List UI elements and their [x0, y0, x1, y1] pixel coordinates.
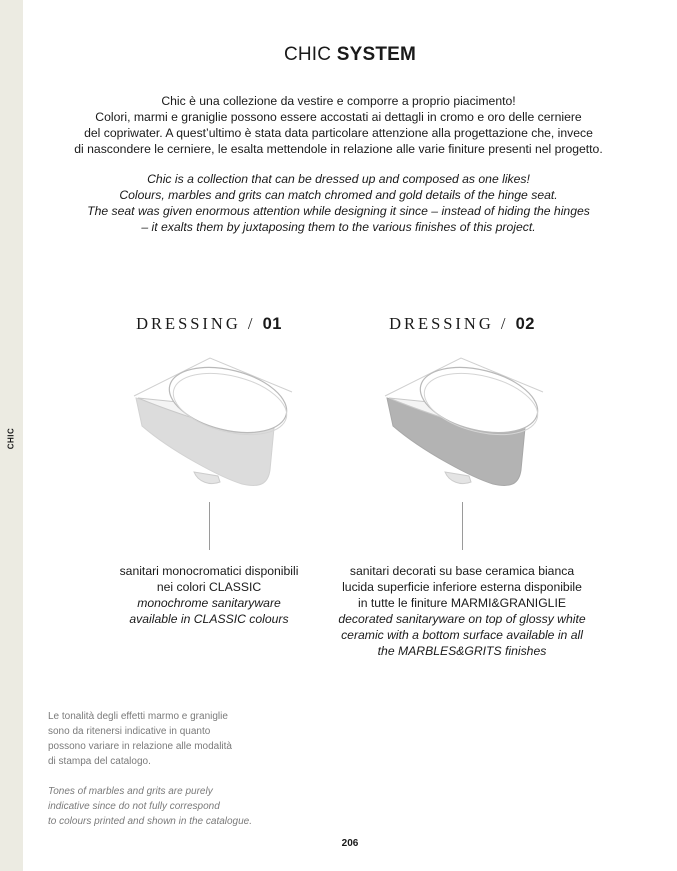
- dressing-01-number: 01: [262, 315, 282, 333]
- page-number: 206: [341, 838, 359, 849]
- intro-italian-line: Colori, marmi e graniglie possono essere accostati ai dettagli in cromo e oro delle cerniere: [95, 110, 582, 124]
- intro-italian-line: del copriwater. A quest’ultimo è stata data particolare attenzione alla progettazione che, invece: [84, 126, 593, 140]
- dressing-02-italian-line: sanitari decorati su base ceramica bianca: [349, 564, 575, 578]
- dressing-02-italian-line: in tutte le finiture MARMI&GRANIGLIE: [358, 596, 566, 610]
- dressing-02-english-line: decorated sanitaryware on top of glossy white: [338, 612, 586, 626]
- color-disclaimer-english: [48, 784, 308, 829]
- dressing-02-italian-line: lucida superficie inferiore esterna disponibile: [342, 580, 582, 594]
- dressing-01-italian-line: sanitari monocromatici disponibili: [119, 564, 299, 578]
- page-title: [23, 44, 677, 66]
- intro-italian: [40, 93, 637, 157]
- dressing-01-description: [99, 563, 319, 627]
- dressing-02-toilet-illustration: [383, 352, 551, 494]
- dressing-01-divider: [209, 502, 210, 550]
- dressing-02-english-line: ceramic with a bottom surface available in all: [341, 628, 583, 642]
- dressing-02-description: [333, 563, 591, 659]
- disclaimer-italian-line: possono variare in relazione alle modalità: [48, 741, 232, 752]
- dressing-02-number: 02: [515, 315, 535, 333]
- section-tab: [3, 428, 19, 448]
- section-tab-label: CHIC: [6, 427, 16, 449]
- intro-italian-line: di nascondere le cerniere, le esalta mettendole in relazione alle varie finiture presenti nel progetto.: [74, 142, 603, 156]
- dressing-01-label: DRESSING /: [136, 314, 256, 333]
- intro-italian-line: Chic è una collezione da vestire e comporre a proprio piacimento!: [161, 94, 516, 108]
- dressing-01-italian-line: nei colori CLASSIC: [156, 580, 262, 594]
- dressing-01-english-line: available in CLASSIC colours: [129, 612, 289, 626]
- page-title-bold: SYSTEM: [336, 44, 417, 65]
- intro-english-line: Colours, marbles and grits can match chromed and gold details of the hinge seat.: [119, 188, 558, 202]
- page-title-plain: CHIC: [283, 44, 332, 65]
- intro-english: [40, 171, 637, 235]
- intro-english-line: The seat was given enormous attention while designing it since – instead of hiding the hinges: [87, 204, 590, 218]
- dressing-01-title: [84, 314, 334, 334]
- dressing-01-english-line: monochrome sanitaryware: [137, 596, 281, 610]
- disclaimer-italian-line: sono da ritenersi indicative in quanto: [48, 726, 211, 737]
- disclaimer-italian-line: Le tonalità degli effetti marmo e graniglie: [48, 711, 228, 722]
- color-disclaimer-italian: [48, 709, 308, 769]
- dressing-02-divider: [462, 502, 463, 550]
- disclaimer-english-line: Tones of marbles and grits are purely: [48, 786, 213, 797]
- dressing-02-title: [337, 314, 587, 334]
- intro-english-line: – it exalts them by juxtaposing them to the various finishes of this project.: [141, 220, 536, 234]
- dressing-01-toilet-illustration: [132, 352, 300, 494]
- disclaimer-english-line: to colours printed and shown in the catalogue.: [48, 816, 253, 827]
- disclaimer-english-line: indicative since do not fully correspond: [48, 801, 220, 812]
- dressing-02-english-line: the MARBLES&GRITS finishes: [377, 644, 547, 658]
- dressing-02-label: DRESSING /: [389, 314, 509, 333]
- disclaimer-italian-line: di stampa del catalogo.: [48, 756, 151, 767]
- intro-english-line: Chic is a collection that can be dressed up and composed as one likes!: [147, 172, 530, 186]
